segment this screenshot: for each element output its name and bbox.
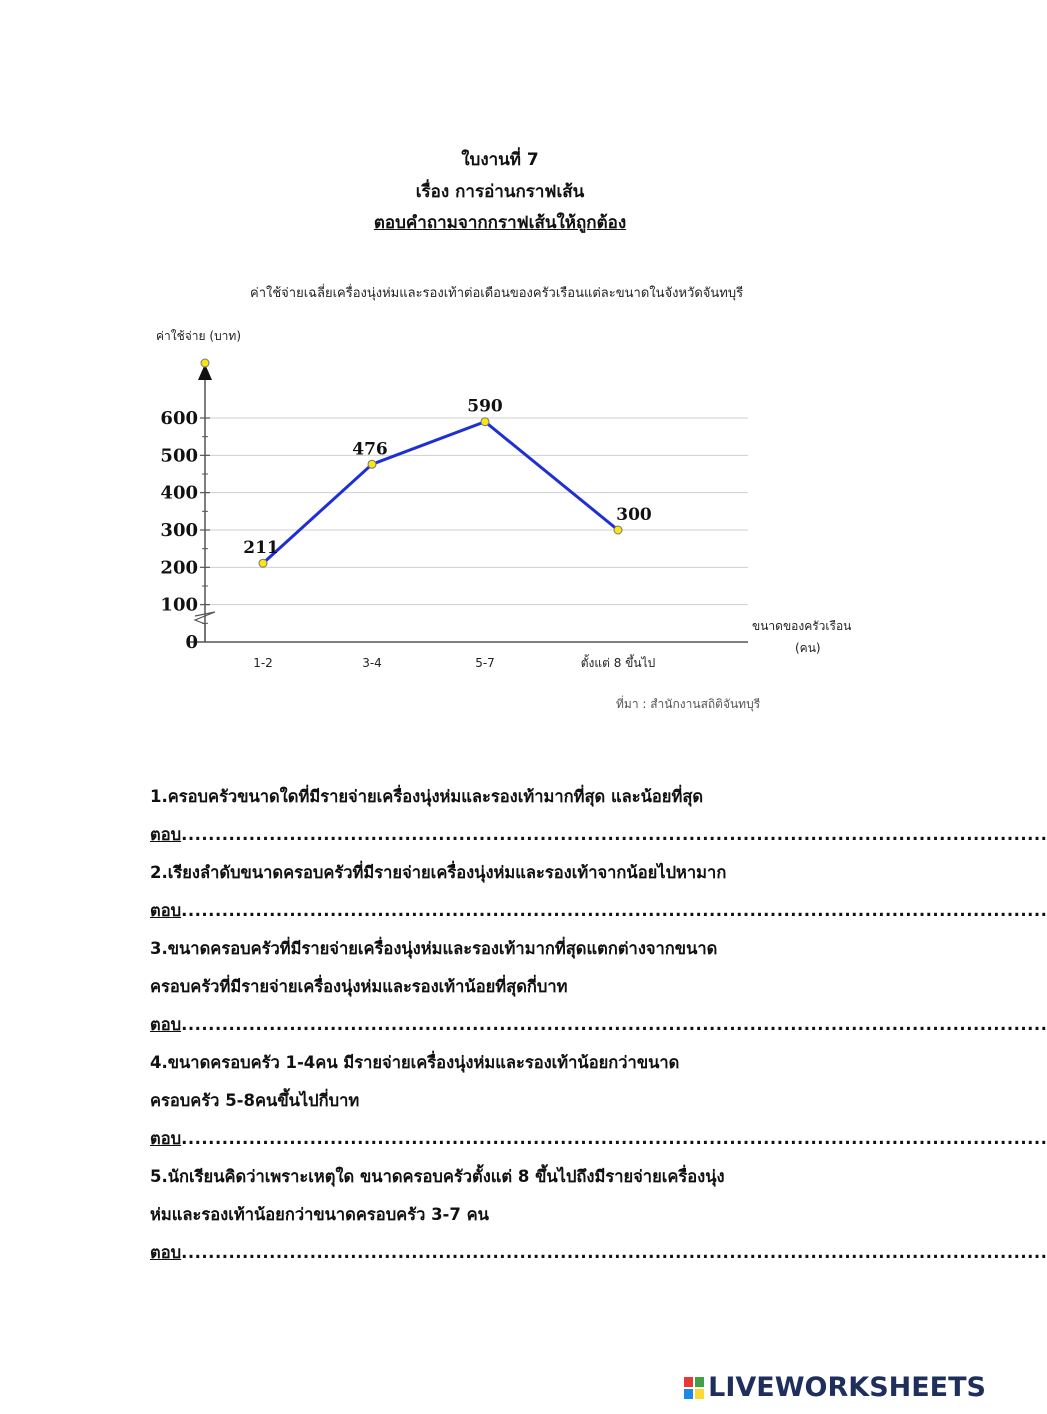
x-axis-label: ขนาดของครัวเรือน xyxy=(752,619,852,633)
data-label: 300 xyxy=(616,505,652,525)
y-tick-label: 200 xyxy=(160,557,198,579)
x-tick-label: ตั้งแต่ 8 ขึ้นไป xyxy=(580,656,656,670)
liveworksheets-wordmark: LIVEWORKSHEETS xyxy=(708,1372,986,1403)
question-text: ครอบครัวที่มีรายจ่ายเครื่องนุ่งห่มและรองเท้าน้อยที่สุดกี่บาท xyxy=(150,977,568,996)
data-labels xyxy=(243,397,652,558)
answer-label: ตอบ xyxy=(150,1129,182,1148)
data-point xyxy=(368,460,376,468)
question-text: ห่มและรองเท้าน้อยกว่าขนาดครอบครัว 3-7 คน xyxy=(150,1205,489,1224)
y-tick-label: 100 xyxy=(160,594,198,616)
question-list xyxy=(150,778,1047,1272)
question-text: ครอบครัว 5-8คนขึ้นไปกี่บาท xyxy=(150,1091,360,1110)
x-tick-label: 3-4 xyxy=(362,656,382,670)
data-point xyxy=(259,559,267,567)
liveworksheets-logo xyxy=(684,1372,986,1403)
y-tick-label: 500 xyxy=(160,445,198,467)
y-tick-labels xyxy=(160,408,198,653)
question-text: 5.นักเรียนคิดว่าเพราะเหตุใด ขนาดครอบครัวตั้งแต่ 8 ขึ้นไปถึงมีรายจ่ายเครื่องนุ่ง xyxy=(150,1167,725,1186)
answer-blank[interactable]: ................................................................................................................................ xyxy=(181,1243,1047,1262)
question-text: 3.ขนาดครอบครัวที่มีรายจ่ายเครื่องนุ่งห่มและรองเท้ามากที่สุดแตกต่างจากขนาด xyxy=(150,939,718,958)
answer-blank[interactable]: ................................................................................................................................ xyxy=(181,901,1047,920)
y-tick-label: 600 xyxy=(160,408,198,429)
data-point xyxy=(481,418,489,426)
answer-line[interactable] xyxy=(150,892,1047,930)
x-tick-label: 5-7 xyxy=(475,656,495,670)
y-tick-label: 0 xyxy=(185,632,198,653)
answer-blank[interactable]: ................................................................................................................................ xyxy=(181,1129,1047,1148)
line-chart xyxy=(140,270,880,720)
x-tick-label: 1-2 xyxy=(253,656,273,670)
chart-grid xyxy=(200,418,748,623)
data-label: 476 xyxy=(352,439,388,460)
x-axis-unit: (คน) xyxy=(795,641,821,655)
question-text: 2.เรียงลำดับขนาดครอบครัวที่มีรายจ่ายเครื่องนุ่งห่มและรองเท้าจากน้อยไปหามาก xyxy=(150,863,727,882)
answer-line[interactable] xyxy=(150,1234,1047,1272)
answer-blank[interactable]: ................................................................................................................................ xyxy=(181,825,1047,844)
question-text: 1.ครอบครัวขนาดใดที่มีรายจ่ายเครื่องนุ่งห่มและรองเท้ามากที่สุด และน้อยที่สุด xyxy=(150,787,704,806)
question-text: 4.ขนาดครอบครัว 1-4คน มีรายจ่ายเครื่องนุ่งห่มและรองเท้าน้อยกว่าขนาด xyxy=(150,1053,680,1072)
liveworksheets-icon xyxy=(684,1377,704,1399)
data-point xyxy=(614,526,622,534)
answer-blank[interactable]: ................................................................................................................................ xyxy=(181,1015,1047,1034)
answer-label: ตอบ xyxy=(150,901,182,920)
chart-title: ค่าใช้จ่ายเฉลี่ยเครื่องนุ่งห่มและรองเท้าต่อเดือนของครัวเรือนแต่ละขนาดในจังหวัดจันทบุรี xyxy=(250,286,744,301)
y-tick-label: 300 xyxy=(160,520,198,541)
answer-label: ตอบ xyxy=(150,1243,182,1262)
worksheet-number: ใบงานที่ 7 xyxy=(461,150,539,170)
y-axis-top-marker xyxy=(201,359,209,367)
answer-line[interactable] xyxy=(150,1120,1047,1158)
answer-line[interactable] xyxy=(150,816,1047,854)
data-label: 590 xyxy=(467,396,503,417)
y-tick-label: 400 xyxy=(160,482,198,504)
y-axis-break xyxy=(195,612,215,642)
answer-line[interactable] xyxy=(150,1006,1047,1044)
chart-source: ที่มา : สำนักงานสถิติจันทบุรี xyxy=(616,697,761,711)
answer-label: ตอบ xyxy=(150,825,182,844)
worksheet-topic: เรื่อง การอ่านกราฟเส้น xyxy=(415,182,585,202)
y-axis-label: ค่าใช้จ่าย (บาท) xyxy=(156,329,242,343)
answer-label: ตอบ xyxy=(150,1015,182,1034)
x-tick-labels xyxy=(253,654,655,670)
data-label: 211 xyxy=(243,538,279,559)
worksheet-instruction: ตอบคำถามจากกราฟเส้นให้ถูกต้อง xyxy=(373,213,627,233)
